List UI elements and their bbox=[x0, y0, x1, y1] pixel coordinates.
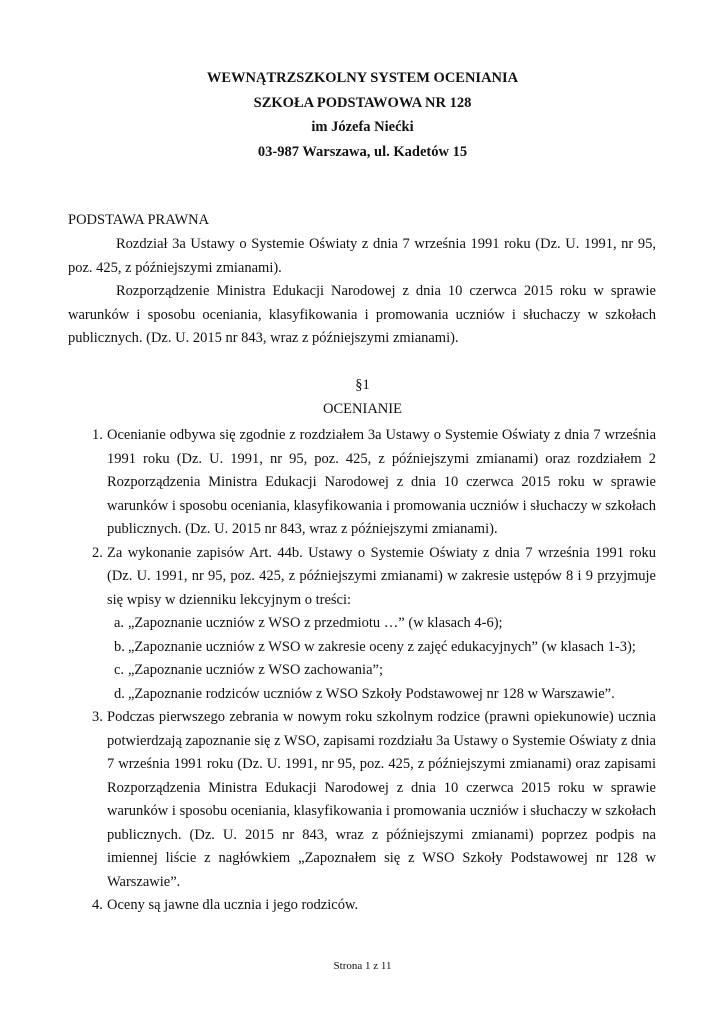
document-header bbox=[0, 66, 725, 164]
section-symbol: §1 bbox=[355, 377, 370, 393]
list-item-text: Za wykonanie zapisów Art. 44b. Ustawy o Systemie Oświaty z dnia 7 września 1991 roku (Dz. U. 1991, nr 95, poz. 425, z późniejszymi zmianami) w zakresie ustępów 8 i 9 przyjmuje się wpisy w dzienniku lekcyjnym o treści: bbox=[107, 544, 656, 608]
sublist-item-text: „Zapoznanie uczniów z WSO zachowania”; bbox=[128, 662, 383, 678]
header-title: WEWNĄTRZSZKOLNY SYSTEM OCENIANIA bbox=[206, 70, 519, 86]
list-item-text: Podczas pierwszego zebrania w nowym roku szkolnym rodzice (prawni opiekunowie) ucznia potwierdzają zapoznanie się z WSO, zapisami rozdziału 3a Ustawy o Systemie Oświaty z dnia 7 września 1991 roku (Dz. U. 1991, nr 95, poz. 425, z późniejszymi zmianami) oraz zapisami Rozporządzenia Ministra Edukacji Narodowej z dnia 10 czerwca 2015 roku w sprawie warunków i sposobu oceniania, klasyfikowania i promowania uczniów i słuchaczy w szkołach publicznych. (Dz. U. 2015 nr 843, wraz z późniejszymi zmianami) poprzez podpis na imiennej liście z nagłówkiem „Zapoznałem się z WSO Szkoły Podstawowej nr 128 w Warszawie”. bbox=[107, 709, 656, 890]
sublist-item bbox=[114, 683, 656, 707]
sublist-item bbox=[114, 659, 656, 683]
sublist-item-text: „Zapoznanie rodziców uczniów z WSO Szkoły Podstawowej nr 128 w Warszawie”. bbox=[128, 685, 615, 702]
list-item bbox=[92, 894, 656, 918]
list-item-text: Oceny są jawne dla ucznia i jego rodziców. bbox=[107, 897, 359, 913]
legal-basis-paragraph-2: Rozporządzenie Ministra Edukacji Narodowej z dnia 10 czerwca 2015 roku w sprawie warunków i sposobu oceniania, klasyfikowania i promowania uczniów i słuchaczy w szkołach publicznych. (Dz. U. 2015 nr 843, wraz z późniejszymi zmianami). bbox=[68, 283, 656, 346]
grading-rules-list bbox=[92, 424, 656, 918]
journal-entries-sublist bbox=[107, 612, 656, 706]
list-item-number: 2. bbox=[92, 544, 103, 561]
header-school-name: SZKOŁA PODSTAWOWA NR 128 bbox=[253, 94, 472, 111]
page-number: Strona 1 z 11 bbox=[333, 960, 392, 972]
list-item bbox=[92, 542, 656, 707]
list-item-text: Ocenianie odbywa się zgodnie z rozdziałem 3a Ustawy o Systemie Oświaty z dnia 7 września 1991 roku (Dz. U. 1991, nr 95, poz. 425, z późniejszymi zmianami) oraz rozdziałem 2 Rozporządzenia Ministra Edukacji Narodowej z dnia 10 czerwca 2015 roku w sprawie warunków i sposobu oceniania, klasyfikowania i promowania uczniów i słuchaczy w szkołach publicznych. (Dz. U. 2015 nr 843, wraz z późniejszymi zmianami). bbox=[107, 427, 656, 537]
header-address: 03-987 Warszawa, ul. Kadetów 15 bbox=[257, 143, 468, 160]
list-item-number: 3. bbox=[92, 709, 103, 725]
sublist-item-letter: a. bbox=[114, 615, 125, 631]
list-item-number: 4. bbox=[92, 897, 103, 913]
legal-basis-paragraph-1: Rozdział 3a Ustawy o Systemie Oświaty z dnia 7 września 1991 roku (Dz. U. 1991, nr 95, poz. 425, z późniejszymi zmianami). bbox=[68, 236, 656, 276]
sublist-item-letter: b. bbox=[114, 638, 125, 655]
list-item bbox=[92, 706, 656, 894]
section-title: OCENIANIE bbox=[323, 401, 402, 417]
sublist-item-letter: d. bbox=[114, 685, 125, 702]
list-item bbox=[92, 424, 656, 542]
sublist-item-letter: c. bbox=[114, 662, 125, 678]
sublist-item bbox=[114, 612, 656, 636]
header-patron: im Józefa Niećki bbox=[311, 119, 414, 135]
list-item-number: 1. bbox=[92, 427, 103, 443]
sublist-item-text: „Zapoznanie uczniów z WSO w zakresie oceny z zajęć edukacyjnych” (w klasach 1-3); bbox=[128, 638, 636, 655]
sublist-item bbox=[114, 636, 656, 660]
legal-basis-body bbox=[68, 233, 656, 351]
legal-basis-heading: PODSTAWA PRAWNA bbox=[68, 212, 210, 228]
sublist-item-text: „Zapoznanie uczniów z WSO z przedmiotu …” (w klasach 4-6); bbox=[128, 615, 503, 631]
